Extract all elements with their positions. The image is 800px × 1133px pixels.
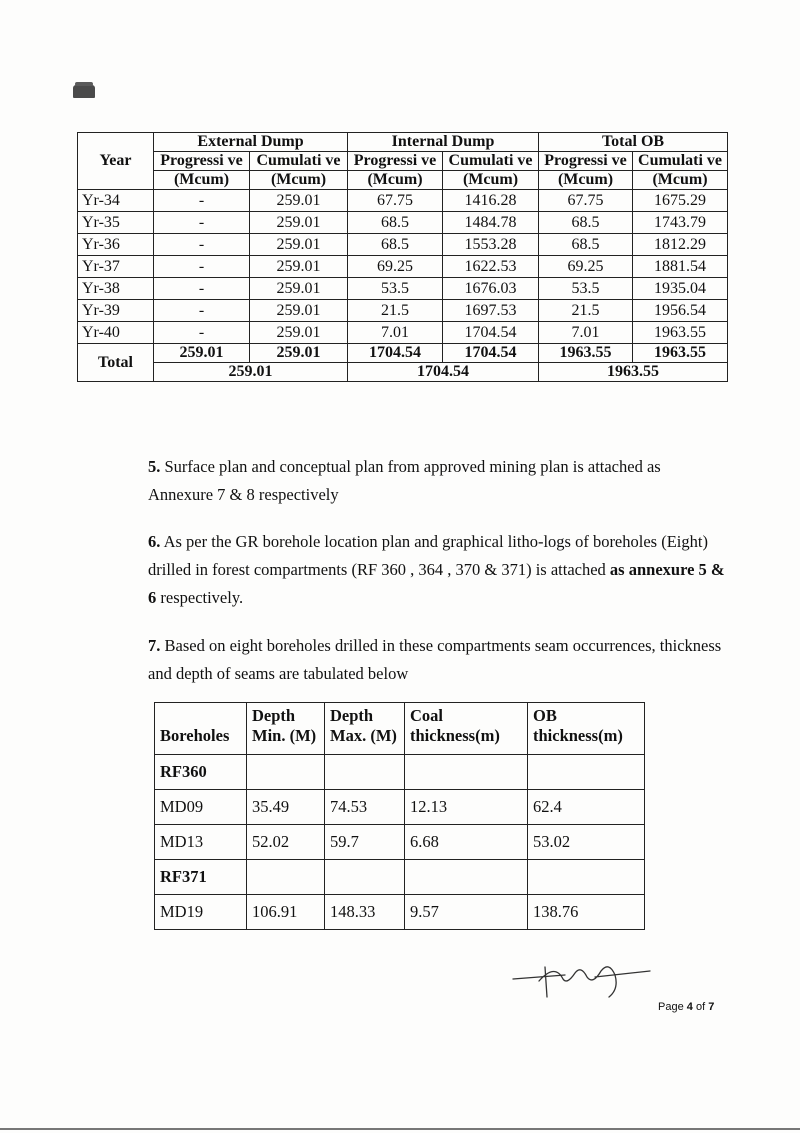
value-cell: 1675.29 — [633, 190, 728, 212]
total-cell: 259.01 — [154, 344, 250, 363]
empty-cell — [247, 860, 325, 895]
value-cell: 148.33 — [325, 895, 405, 930]
value-cell: 259.01 — [250, 256, 348, 278]
group-header-total: Total OB — [539, 133, 728, 152]
value-cell: 7.01 — [348, 322, 443, 344]
overburden-table — [77, 132, 728, 382]
value-cell: 74.53 — [325, 790, 405, 825]
total-cell: 259.01 — [250, 344, 348, 363]
value-cell: 1963.55 — [633, 322, 728, 344]
value-cell: 21.5 — [348, 300, 443, 322]
table-row — [78, 278, 728, 300]
group-row — [155, 860, 645, 895]
value-cell: 1881.54 — [633, 256, 728, 278]
year-cell: Yr-37 — [78, 256, 154, 278]
value-cell: - — [154, 300, 250, 322]
value-cell: - — [154, 322, 250, 344]
group-header-internal: Internal Dump — [348, 133, 539, 152]
paragraph-text: Surface plan and conceptual plan from approved mining plan is attached as Annexure 7 & 8 respectively — [148, 457, 661, 504]
total-cell: 1963.55 — [539, 344, 633, 363]
value-cell: 68.5 — [348, 212, 443, 234]
value-cell: 1697.53 — [443, 300, 539, 322]
empty-cell — [325, 860, 405, 895]
value-cell: 1935.04 — [633, 278, 728, 300]
unit-header: (Mcum) — [250, 171, 348, 190]
year-cell: Yr-34 — [78, 190, 154, 212]
value-cell: - — [154, 256, 250, 278]
borehole-table — [154, 702, 645, 930]
sub-header: Progressi ve — [348, 152, 443, 171]
group-header-external: External Dump — [154, 133, 348, 152]
paragraph-5 — [148, 453, 728, 509]
empty-cell — [325, 755, 405, 790]
punch-hole-mark — [73, 85, 95, 98]
empty-cell — [405, 860, 528, 895]
value-cell: 68.5 — [348, 234, 443, 256]
table-row — [78, 212, 728, 234]
col-header: Boreholes — [155, 703, 247, 755]
value-cell: 1704.54 — [443, 322, 539, 344]
table-row — [78, 234, 728, 256]
sub-header: Cumulati ve — [250, 152, 348, 171]
paragraph-text: Based on eight boreholes drilled in these compartments seam occurrences, thickness and depth of seams are tabulated below — [148, 636, 722, 683]
value-cell: 1484.78 — [443, 212, 539, 234]
borehole-id: MD13 — [155, 825, 247, 860]
col-header: Depth Max. (M) — [325, 703, 405, 755]
total-cell: 1704.54 — [348, 344, 443, 363]
value-cell: - — [154, 234, 250, 256]
year-cell: Yr-40 — [78, 322, 154, 344]
col-header: Coal thickness(m) — [405, 703, 528, 755]
signature — [505, 955, 655, 1000]
page-number: Page 4 of 7 — [658, 1001, 715, 1013]
paragraph-7 — [148, 632, 728, 688]
value-cell: 53.5 — [348, 278, 443, 300]
value-cell: 1956.54 — [633, 300, 728, 322]
value-cell: 67.75 — [348, 190, 443, 212]
value-cell: - — [154, 212, 250, 234]
table-row — [155, 825, 645, 860]
value-cell: 1553.28 — [443, 234, 539, 256]
unit-header: (Mcum) — [154, 171, 250, 190]
value-cell: 53.5 — [539, 278, 633, 300]
group-label: RF371 — [155, 860, 247, 895]
value-cell: 35.49 — [247, 790, 325, 825]
value-cell: 53.02 — [528, 825, 645, 860]
empty-cell — [247, 755, 325, 790]
value-cell: 1676.03 — [443, 278, 539, 300]
grand-total-external: 259.01 — [154, 363, 348, 382]
value-cell: 259.01 — [250, 212, 348, 234]
paragraph-6 — [148, 528, 728, 612]
value-cell: 1743.79 — [633, 212, 728, 234]
total-cell: 1704.54 — [443, 344, 539, 363]
value-cell: 1622.53 — [443, 256, 539, 278]
unit-header: (Mcum) — [348, 171, 443, 190]
table-row — [78, 190, 728, 212]
borehole-id: MD19 — [155, 895, 247, 930]
value-cell: 259.01 — [250, 278, 348, 300]
sub-header: Cumulati ve — [443, 152, 539, 171]
paragraph-text: respectively. — [160, 588, 244, 607]
paragraph-number: 6. — [148, 532, 161, 551]
value-cell: 106.91 — [247, 895, 325, 930]
value-cell: 52.02 — [247, 825, 325, 860]
total-label: Total — [78, 344, 154, 382]
unit-header: (Mcum) — [443, 171, 539, 190]
value-cell: 69.25 — [539, 256, 633, 278]
borehole-id: MD09 — [155, 790, 247, 825]
value-cell: 21.5 — [539, 300, 633, 322]
value-cell: 1416.28 — [443, 190, 539, 212]
value-cell: 259.01 — [250, 322, 348, 344]
table-row — [155, 895, 645, 930]
value-cell: 259.01 — [250, 300, 348, 322]
grand-total-internal: 1704.54 — [348, 363, 539, 382]
unit-header: (Mcum) — [539, 171, 633, 190]
sub-header: Cumulati ve — [633, 152, 728, 171]
scan-edge-line — [0, 1128, 800, 1130]
sub-header: Progressi ve — [154, 152, 250, 171]
empty-cell — [528, 860, 645, 895]
year-header: Year — [78, 133, 154, 190]
value-cell: 59.7 — [325, 825, 405, 860]
value-cell: 259.01 — [250, 234, 348, 256]
value-cell: 7.01 — [539, 322, 633, 344]
col-header: Depth Min. (M) — [247, 703, 325, 755]
table-row — [78, 300, 728, 322]
value-cell: 62.4 — [528, 790, 645, 825]
value-cell: 138.76 — [528, 895, 645, 930]
group-label: RF360 — [155, 755, 247, 790]
table-row — [155, 790, 645, 825]
value-cell: - — [154, 278, 250, 300]
paragraph-number: 5. — [148, 457, 161, 476]
total-cell: 1963.55 — [633, 344, 728, 363]
sub-header: Progressi ve — [539, 152, 633, 171]
empty-cell — [405, 755, 528, 790]
value-cell: 259.01 — [250, 190, 348, 212]
year-cell: Yr-35 — [78, 212, 154, 234]
grand-total-ob: 1963.55 — [539, 363, 728, 382]
value-cell: 9.57 — [405, 895, 528, 930]
group-row — [155, 755, 645, 790]
annexure-reference: as annexure 5 & 6 — [148, 560, 725, 607]
value-cell: 67.75 — [539, 190, 633, 212]
unit-header: (Mcum) — [633, 171, 728, 190]
value-cell: 12.13 — [405, 790, 528, 825]
table-row — [78, 256, 728, 278]
value-cell: 68.5 — [539, 234, 633, 256]
value-cell: 1812.29 — [633, 234, 728, 256]
value-cell: - — [154, 190, 250, 212]
paragraph-text: As per the GR borehole location plan and graphical litho-logs of boreholes (Eight) drilled in forest compartments (RF 360 , 364 , 370 & 371) is attached — [148, 532, 708, 579]
value-cell: 69.25 — [348, 256, 443, 278]
year-cell: Yr-39 — [78, 300, 154, 322]
value-cell: 6.68 — [405, 825, 528, 860]
paragraph-number: 7. — [148, 636, 161, 655]
empty-cell — [528, 755, 645, 790]
table-row — [78, 322, 728, 344]
year-cell: Yr-36 — [78, 234, 154, 256]
col-header: OB thickness(m) — [528, 703, 645, 755]
year-cell: Yr-38 — [78, 278, 154, 300]
value-cell: 68.5 — [539, 212, 633, 234]
